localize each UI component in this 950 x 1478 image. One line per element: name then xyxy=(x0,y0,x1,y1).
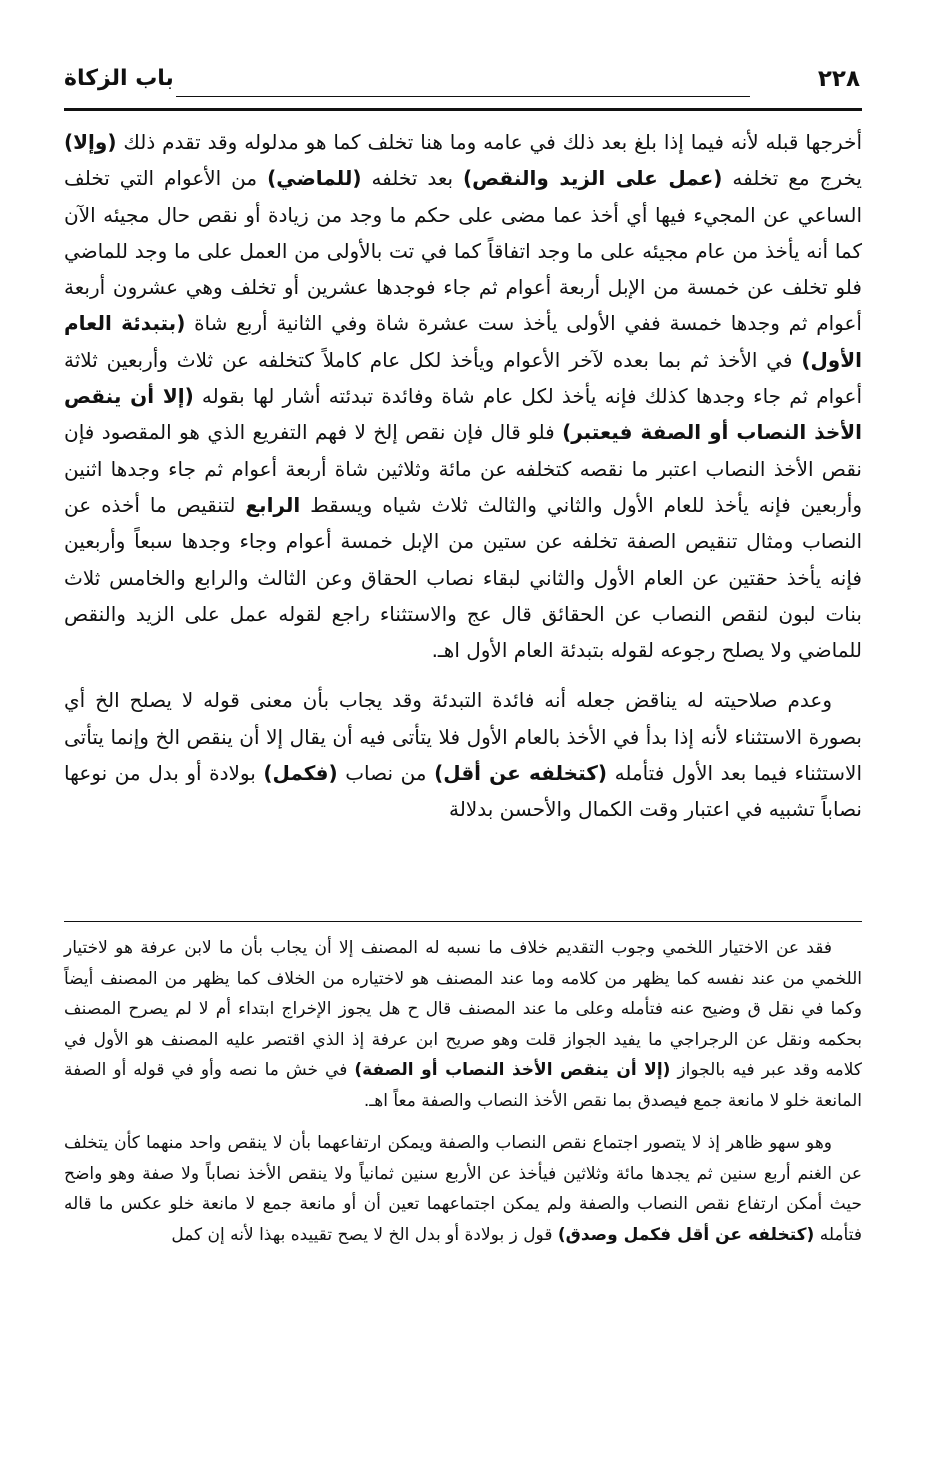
text-run: من الأعوام التي تخلف الساعي عن المجيء فيها أي أخذ عما مضى على حكم ما وجد من زيادة أو نقص حال مجيئه الآن كما أنه يأخذ من عام مجيئه على ما وجد اتفاقاً كما في تت بالأولى من العمل على ما وجد للماضي فلو تخلف عن خمسة من الإبل أربعة أعوام ثم جاء فوجدها عشرين أو تخلف وهي عشرون أربعة أعوام ثم وجدها خمسة ففي الأولى يأخذ ست عشرة شاة وفي الثانية أربع شاة xyxy=(64,166,862,336)
text-run: وهو سهو ظاهر إذ لا يتصور اجتماع نقص النصاب والصفة ويمكن ارتفاعهما بأن لا ينقص واحد منهما كأن يتخلف عن الغنم أربع سنين ثم يجدها مائة وثلاثين فيأخذ عن الأربع سنين ثمانياً ولا ينقص الأخذ نصاباً ولا صفة وهو واضح حيث أمكن ارتفاع نقص النصاب والصفة ولم يمكن اجتماعهما تعين أن أو مانعة جمع لا مانعة خلو عكس ما قاله فتأمله xyxy=(64,1133,862,1245)
main-text xyxy=(64,124,862,828)
text-run: بولادة أو بدل من نوعها نصاباً تشبيه في اعتبار وقت الكمال والأحسن بدلالة xyxy=(64,761,862,822)
footnote-paragraph-2 xyxy=(64,1128,862,1250)
text-run: في خش ما نصه وأو في قوله أو الصفة المانعة خلو لا مانعة جمع فيصدق بما نقص الأخذ النصاب والصفة معاً اهـ. xyxy=(64,1060,862,1111)
bold-quote: الرابع xyxy=(245,492,301,517)
text-run: بعد تخلفه xyxy=(361,166,463,191)
text-run: من نصاب xyxy=(337,761,435,786)
text-run: فقد عن الاختيار اللخمي وجوب التقديم خلاف ما نسبه له المصنف إلا أن يجاب بأن ما لابن عرفة هو لاختيار اللخمي من عند نفسه كما يظهر من كلامه وما عند المصنف هو لاختياره من الخلاف كما يظهر من المصنف أيضاً وكما في نقل ق وضيح عنه فتأمله وعلى ما عند المصنف قال ح هل يجوز الإخراج ابتداء أم لا لم يصرح المصنف بحكمه ونقل عن الرجراجي ما يفيد الجواز قلت وهو صريح ابن عرفة إذ الذي اقتصر عليه المصنف هو الأول في كلامه وقد عبر فيه بالجواز xyxy=(64,938,862,1080)
bold-quote: (إلا أن ينقص الأخذ النصاب أو الصفة فيعتبر) xyxy=(64,384,862,445)
bold-quote: (كتخلفه عن أقل فكمل وصدق) xyxy=(557,1224,815,1245)
bold-quote: (عمل على الزيد والنقص) xyxy=(463,166,723,191)
bold-quote: (بتبدئة العام الأول) xyxy=(64,311,862,372)
main-paragraph-1 xyxy=(64,124,862,668)
footnotes xyxy=(64,933,862,1250)
page-number: ٢٢٨ xyxy=(817,66,860,92)
bold-quote: (إلا أن ينقص الأخذ النصاب أو الصفة) xyxy=(354,1060,671,1080)
running-header xyxy=(64,66,860,100)
chapter-title: باب الزكاة xyxy=(64,66,174,91)
bold-quote: (كتخلفه عن أقل) xyxy=(434,761,608,786)
bold-quote: (للماضي) xyxy=(267,166,362,191)
bold-quote: (فكمل) xyxy=(263,761,338,786)
header-dash-line xyxy=(176,96,750,97)
text-run: وعدم صلاحيته له يناقض جعله أنه فائدة التبدئة وقد يجاب بأن معنى قوله لا يصلح الخ أي بصورة الاستثناء لأنه إذا بدأ في الأخذ بالعام الأول فلا يتأتى فيه أن يقال إلا أن ينقص الخ وإنما يتأتى الاستثناء فيما بعد الأول فتأمله xyxy=(64,688,863,786)
text-run: أخرجها قبله لأنه فيما إذا بلغ بعد ذلك في عامه وما هنا تخلف كما هو مدلوله وقد تقدم ذلك xyxy=(116,130,862,154)
text-run: لتنقيص ما أخذه عن النصاب ومثال تنقيص الصفة تخلفه عن ستين من الإبل خمسة أعوام وجاء وجدها سبعاً وأربعين فإنه يأخذ حقتين عن العام الأول والثاني لبقاء نصاب الحقاق وعن الثالث والرابع والخامس ثلاث بنات لبون لنقص النصاب عن الحقائق قال عج والاستثناء راجع لقوله عمل على الزيد والنقص للماضي ولا يصلح رجوعه لقوله بتبدئة العام الأول اهـ. xyxy=(64,492,862,663)
text-run: فلو قال فإن نقص إلخ لا فهم التفريع الذي هو المقصود فإن نقص الأخذ النصاب اعتبر ما نقصه كتخلفه عن مائة وثلاثين شاة أربعة أعوام ثم جاء وجدها اثنين وأربعين فإنه يأخذ للعام الأول والثاني والثالث ثلاث شياه ويسقط xyxy=(64,420,862,517)
text-run: قول ز بولادة أو بدل الخ لا يصح تقييده بهذا لأنه إن كمل xyxy=(171,1224,558,1245)
header-rule xyxy=(64,108,862,111)
text-run: في الأخذ ثم بما بعده لآخر الأعوام ويأخذ لكل عام كاملاً كتخلفه عن ثلاث وأربعين ثلاثة أعوام ثم جاء وجدها كذلك فإنه يأخذ لكل عام شاة وفائدة تبدئته أشار لها بقوله xyxy=(64,347,863,409)
main-paragraph-2 xyxy=(64,682,862,827)
footnote-separator xyxy=(64,921,862,922)
text-run: يخرج مع تخلفه xyxy=(722,166,862,191)
bold-quote: (وإلا) xyxy=(64,130,117,154)
footnote-paragraph-1 xyxy=(64,933,862,1116)
